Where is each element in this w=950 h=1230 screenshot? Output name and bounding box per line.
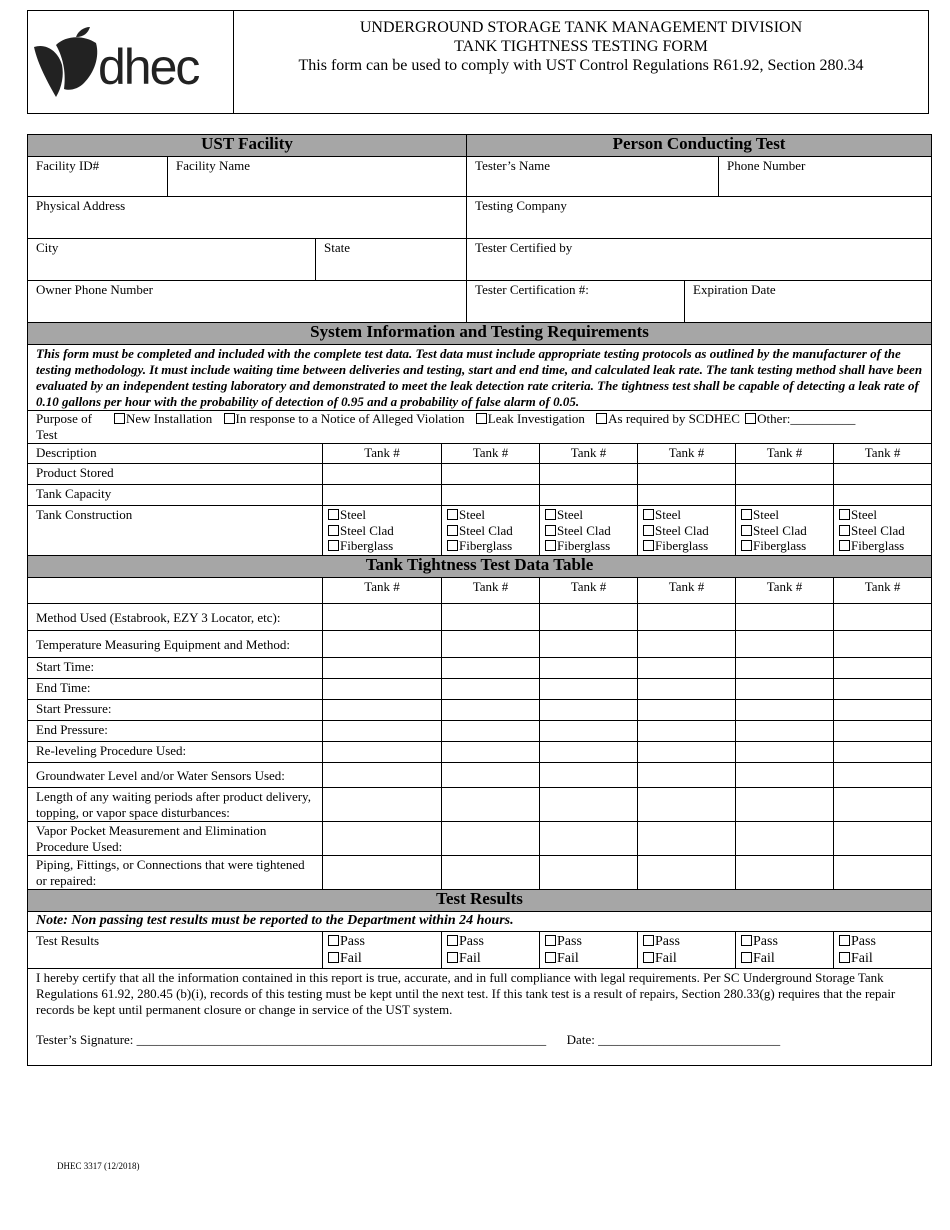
- data-cell[interactable]: [323, 742, 442, 763]
- data-cell[interactable]: [540, 822, 638, 856]
- data-table-blank-header: [28, 578, 323, 604]
- owner-phone-field[interactable]: Owner Phone Number: [28, 281, 467, 323]
- fail-checkbox[interactable]: Fail: [328, 950, 433, 967]
- checkbox-icon: [741, 952, 752, 963]
- steel-checkbox[interactable]: Steel: [545, 507, 629, 523]
- checkbox-icon: [643, 952, 654, 963]
- tank-construction-label: Tank Construction: [28, 506, 323, 556]
- pass-fail-cell: [638, 932, 736, 969]
- table-row: [28, 658, 932, 679]
- steel-checkbox[interactable]: Steel: [741, 507, 825, 523]
- fail-checkbox[interactable]: Fail: [839, 950, 923, 967]
- title-line-3: This form can be used to comply with UST Control Regulations R61.92, Section 280.34: [298, 57, 864, 74]
- table-row: [28, 788, 932, 822]
- checkbox-icon: [545, 540, 556, 551]
- table-row: [28, 604, 932, 631]
- pass-fail-cell: [540, 932, 638, 969]
- product-stored-cell[interactable]: [638, 464, 736, 485]
- dhec-leaf-icon: [32, 25, 102, 100]
- checkbox-icon: [839, 525, 850, 536]
- product-stored-label: Product Stored: [28, 464, 323, 485]
- checkbox-icon: [447, 935, 458, 946]
- pass-checkbox[interactable]: Pass: [839, 933, 923, 950]
- tank-capacity-cell[interactable]: [540, 485, 638, 506]
- data-cell[interactable]: [540, 679, 638, 700]
- data-cell[interactable]: [736, 631, 834, 658]
- date-field[interactable]: Date: ____________________________: [566, 1032, 781, 1047]
- checkbox-icon: [328, 952, 339, 963]
- data-cell[interactable]: [442, 856, 540, 890]
- pass-checkbox[interactable]: Pass: [545, 933, 629, 950]
- data-cell[interactable]: [540, 700, 638, 721]
- data-cell[interactable]: [736, 763, 834, 788]
- non-passing-note: Note: Non passing test results must be reported to the Department within 24 hours.: [28, 912, 932, 932]
- data-cell[interactable]: [834, 788, 932, 822]
- checkbox-icon: [643, 525, 654, 536]
- city-field[interactable]: City: [28, 239, 316, 281]
- data-cell[interactable]: [736, 742, 834, 763]
- checkbox-icon: [328, 540, 339, 551]
- checkbox-icon: [447, 952, 458, 963]
- product-stored-cell[interactable]: [323, 464, 442, 485]
- waiting-periods-label: Length of any waiting periods after product delivery, topping, or vapor space disturbances:: [28, 788, 323, 822]
- fail-checkbox[interactable]: Fail: [741, 950, 825, 967]
- steel-checkbox[interactable]: Steel: [643, 507, 727, 523]
- pass-checkbox[interactable]: Pass: [447, 933, 531, 950]
- data-cell[interactable]: [323, 631, 442, 658]
- checkbox-icon: [545, 525, 556, 536]
- fail-checkbox[interactable]: Fail: [643, 950, 727, 967]
- tank-construction-cell: [834, 506, 932, 556]
- steel-checkbox[interactable]: Steel: [328, 507, 433, 523]
- signature-line: [36, 1032, 923, 1048]
- data-cell[interactable]: [834, 721, 932, 742]
- data-cell[interactable]: [834, 822, 932, 856]
- table-row: [28, 856, 932, 890]
- steel-clad-checkbox[interactable]: Steel Clad: [328, 523, 433, 539]
- pass-checkbox[interactable]: Pass: [643, 933, 727, 950]
- temperature-equipment-label: Temperature Measuring Equipment and Method:: [28, 631, 323, 658]
- checkbox-icon: [328, 935, 339, 946]
- tank-capacity-cell[interactable]: [442, 485, 540, 506]
- tank-number-header: Tank #: [442, 578, 540, 604]
- form-id-footer: DHEC 3317 (12/2018): [57, 1161, 140, 1171]
- person-conducting-test-heading: Person Conducting Test: [467, 135, 932, 157]
- checkbox-icon: [447, 509, 458, 520]
- data-cell[interactable]: [540, 788, 638, 822]
- fiberglass-checkbox[interactable]: Fiberglass: [328, 538, 433, 554]
- tank-capacity-cell[interactable]: [638, 485, 736, 506]
- data-cell[interactable]: [736, 721, 834, 742]
- tank-capacity-cell[interactable]: [323, 485, 442, 506]
- data-cell[interactable]: [834, 679, 932, 700]
- checkbox-icon: [596, 413, 607, 424]
- data-cell[interactable]: [834, 742, 932, 763]
- data-cell[interactable]: [638, 742, 736, 763]
- phone-number-field[interactable]: Phone Number: [719, 157, 932, 197]
- title-line-1: UNDERGROUND STORAGE TANK MANAGEMENT DIVISION: [359, 19, 803, 36]
- checkbox-icon: [476, 413, 487, 424]
- data-cell[interactable]: [540, 658, 638, 679]
- system-info-heading: System Information and Testing Requirements: [28, 323, 932, 345]
- new-installation-checkbox[interactable]: New Installation: [114, 411, 212, 426]
- notice-of-violation-checkbox[interactable]: In response to a Notice of Alleged Violation: [224, 411, 465, 426]
- state-field[interactable]: State: [316, 239, 467, 281]
- table-row: [28, 679, 932, 700]
- pass-fail-cell: [323, 932, 442, 969]
- vapor-pocket-label: Vapor Pocket Measurement and Elimination Procedure Used:: [28, 822, 323, 856]
- data-cell[interactable]: [442, 822, 540, 856]
- data-cell[interactable]: [540, 721, 638, 742]
- checkbox-icon: [741, 509, 752, 520]
- data-cell[interactable]: [323, 700, 442, 721]
- tank-construction-cell: [323, 506, 442, 556]
- table-row: [28, 721, 932, 742]
- data-cell[interactable]: [834, 631, 932, 658]
- fail-checkbox[interactable]: Fail: [447, 950, 531, 967]
- tank-number-header: Tank #: [638, 578, 736, 604]
- checkbox-icon: [447, 540, 458, 551]
- tank-construction-cell: [442, 506, 540, 556]
- tank-construction-cell: [736, 506, 834, 556]
- tank-number-header: Tank #: [736, 444, 834, 464]
- checkbox-icon: [545, 935, 556, 946]
- pass-checkbox[interactable]: Pass: [741, 933, 825, 950]
- data-cell[interactable]: [442, 604, 540, 631]
- checkbox-icon: [741, 935, 752, 946]
- tank-construction-cell: [638, 506, 736, 556]
- releveling-procedure-label: Re-leveling Procedure Used:: [28, 742, 323, 763]
- tester-signature-field[interactable]: Tester’s Signature: _______________________________________________________________: [36, 1032, 547, 1047]
- checkbox-icon: [839, 509, 850, 520]
- data-cell[interactable]: [540, 763, 638, 788]
- data-cell[interactable]: [638, 856, 736, 890]
- tank-number-header: Tank #: [442, 444, 540, 464]
- checkbox-icon: [741, 525, 752, 536]
- purpose-of-test-label: Purpose of Test: [36, 411, 92, 442]
- data-cell[interactable]: [323, 679, 442, 700]
- data-cell[interactable]: [323, 658, 442, 679]
- tank-number-header: Tank #: [540, 578, 638, 604]
- data-cell[interactable]: [442, 763, 540, 788]
- data-table-heading: Tank Tightness Test Data Table: [28, 556, 932, 578]
- data-cell[interactable]: [638, 822, 736, 856]
- tank-capacity-cell[interactable]: [834, 485, 932, 506]
- data-cell[interactable]: [323, 856, 442, 890]
- data-cell[interactable]: [638, 721, 736, 742]
- tank-number-header: Tank #: [736, 578, 834, 604]
- data-cell[interactable]: [442, 700, 540, 721]
- pass-fail-cell: [834, 932, 932, 969]
- facility-id-field[interactable]: Facility ID#: [28, 157, 168, 197]
- pass-checkbox[interactable]: Pass: [328, 933, 433, 950]
- table-row: [28, 822, 932, 856]
- data-cell[interactable]: [638, 631, 736, 658]
- steel-checkbox[interactable]: Steel: [839, 507, 923, 523]
- description-label: Description: [28, 444, 323, 464]
- data-cell[interactable]: [736, 788, 834, 822]
- purpose-of-test-row: [28, 411, 932, 444]
- checkbox-icon: [643, 935, 654, 946]
- tank-number-header: Tank #: [323, 578, 442, 604]
- pass-fail-cell: [442, 932, 540, 969]
- data-cell[interactable]: [834, 700, 932, 721]
- data-cell[interactable]: [638, 658, 736, 679]
- certification-text: I hereby certify that all the information contained in this report is true, accurate, and in full compliance with legal requirements. Per SC Underground Storage Tank Regulations 61.92, 280.45 (b)(i), records of this testing must be kept until the next test. If this tank test is a result of repairs, Section 280.33(g) requires that the repair records be kept until permanent closure or change in service of the UST system.: [36, 970, 896, 1017]
- checkbox-icon: [741, 540, 752, 551]
- fiberglass-checkbox[interactable]: Fiberglass: [741, 538, 825, 554]
- expiration-date-field[interactable]: Expiration Date: [685, 281, 932, 323]
- table-row: [28, 700, 932, 721]
- data-cell[interactable]: [638, 604, 736, 631]
- start-time-label: Start Time:: [28, 658, 323, 679]
- data-cell[interactable]: [442, 658, 540, 679]
- data-cell[interactable]: [834, 856, 932, 890]
- end-pressure-label: End Pressure:: [28, 721, 323, 742]
- checkbox-icon: [643, 540, 654, 551]
- data-cell[interactable]: [638, 788, 736, 822]
- checkbox-icon: [328, 509, 339, 520]
- fiberglass-checkbox[interactable]: Fiberglass: [545, 538, 629, 554]
- checkbox-icon: [839, 540, 850, 551]
- dhec-logo: [28, 11, 234, 113]
- tank-capacity-label: Tank Capacity: [28, 485, 323, 506]
- facility-tester-table: [27, 134, 932, 323]
- required-by-scdhec-checkbox[interactable]: As required by SCDHEC: [596, 411, 740, 426]
- data-cell[interactable]: [442, 742, 540, 763]
- checkbox-icon: [839, 952, 850, 963]
- data-cell[interactable]: [736, 700, 834, 721]
- steel-clad-checkbox[interactable]: Steel Clad: [447, 523, 531, 539]
- checkbox-icon: [114, 413, 125, 424]
- data-cell[interactable]: [540, 742, 638, 763]
- data-cell[interactable]: [323, 763, 442, 788]
- data-cell[interactable]: [638, 679, 736, 700]
- data-cell[interactable]: [736, 658, 834, 679]
- data-cell[interactable]: [540, 604, 638, 631]
- fiberglass-checkbox[interactable]: Fiberglass: [447, 538, 531, 554]
- data-cell[interactable]: [736, 679, 834, 700]
- data-cell[interactable]: [540, 856, 638, 890]
- testing-requirements-text: This form must be completed and included with the complete test data. Test data must include appropriate testing protocols as outlined by the manufacturer of the testing methodology. It must include waiting time between deliveries and testing, start and end time, and calculated leak rate. The tank testing method shall have been evaluated by an independent testing laboratory and demonstrated to meet the leak detection rate criteria. The tightness test shall be capable of detecting a leak rate of 0.10 gallons per hour with the probability of detection of 0.95 and a probability of false alarm of 0.05.: [28, 345, 932, 411]
- checkbox-icon: [745, 413, 756, 424]
- facility-name-field[interactable]: Facility Name: [168, 157, 467, 197]
- fiberglass-checkbox[interactable]: Fiberglass: [839, 538, 923, 554]
- tank-construction-cell: [540, 506, 638, 556]
- dhec-logo-text: dhec: [98, 39, 199, 95]
- steel-checkbox[interactable]: Steel: [447, 507, 531, 523]
- testing-company-field[interactable]: Testing Company: [467, 197, 932, 239]
- form-header: [27, 10, 929, 114]
- data-cell[interactable]: [736, 856, 834, 890]
- certification-block: [28, 969, 932, 1066]
- tester-certification-number-field[interactable]: Tester Certification #:: [467, 281, 685, 323]
- checkbox-icon: [545, 952, 556, 963]
- product-stored-cell[interactable]: [442, 464, 540, 485]
- checkbox-icon: [545, 509, 556, 520]
- fiberglass-checkbox[interactable]: Fiberglass: [643, 538, 727, 554]
- table-row: [28, 742, 932, 763]
- product-stored-cell[interactable]: [834, 464, 932, 485]
- groundwater-level-label: Groundwater Level and/or Water Sensors Used:: [28, 763, 323, 788]
- end-time-label: End Time:: [28, 679, 323, 700]
- form-title: [234, 11, 928, 113]
- data-cell[interactable]: [323, 788, 442, 822]
- title-line-2: TANK TIGHTNESS TESTING FORM: [454, 38, 708, 55]
- product-stored-cell[interactable]: [540, 464, 638, 485]
- tank-number-header: Tank #: [323, 444, 442, 464]
- table-row: [28, 631, 932, 658]
- tank-capacity-cell[interactable]: [736, 485, 834, 506]
- data-cell[interactable]: [323, 604, 442, 631]
- physical-address-field[interactable]: Physical Address: [28, 197, 467, 239]
- product-stored-cell[interactable]: [736, 464, 834, 485]
- data-cell[interactable]: [834, 604, 932, 631]
- other-purpose-checkbox[interactable]: Other:__________: [745, 411, 855, 426]
- piping-fittings-label: Piping, Fittings, or Connections that were tightened or repaired:: [28, 856, 323, 890]
- leak-investigation-checkbox[interactable]: Leak Investigation: [476, 411, 585, 426]
- test-results-heading: Test Results: [28, 890, 932, 912]
- table-row: [28, 763, 932, 788]
- data-cell[interactable]: [834, 763, 932, 788]
- test-results-label: Test Results: [28, 932, 323, 969]
- steel-clad-checkbox[interactable]: Steel Clad: [643, 523, 727, 539]
- system-information-table: [27, 322, 932, 1066]
- data-cell[interactable]: [540, 631, 638, 658]
- steel-clad-checkbox[interactable]: Steel Clad: [839, 523, 923, 539]
- data-cell[interactable]: [834, 658, 932, 679]
- tester-certified-by-field[interactable]: Tester Certified by: [467, 239, 932, 281]
- tank-number-header: Tank #: [834, 444, 932, 464]
- data-cell[interactable]: [323, 721, 442, 742]
- method-used-label: Method Used (Estabrook, EZY 3 Locator, etc):: [28, 604, 323, 631]
- tester-name-field[interactable]: Tester’s Name: [467, 157, 719, 197]
- checkbox-icon: [447, 525, 458, 536]
- data-cell[interactable]: [736, 604, 834, 631]
- data-cell[interactable]: [638, 700, 736, 721]
- tank-number-header: Tank #: [834, 578, 932, 604]
- data-cell[interactable]: [442, 631, 540, 658]
- data-cell[interactable]: [442, 721, 540, 742]
- ust-facility-heading: UST Facility: [28, 135, 467, 157]
- data-cell[interactable]: [736, 822, 834, 856]
- checkbox-icon: [643, 509, 654, 520]
- data-cell[interactable]: [638, 763, 736, 788]
- tank-number-header: Tank #: [638, 444, 736, 464]
- checkbox-icon: [224, 413, 235, 424]
- fail-checkbox[interactable]: Fail: [545, 950, 629, 967]
- steel-clad-checkbox[interactable]: Steel Clad: [545, 523, 629, 539]
- data-cell[interactable]: [442, 788, 540, 822]
- data-cell[interactable]: [442, 679, 540, 700]
- pass-fail-cell: [736, 932, 834, 969]
- tank-number-header: Tank #: [540, 444, 638, 464]
- checkbox-icon: [839, 935, 850, 946]
- steel-clad-checkbox[interactable]: Steel Clad: [741, 523, 825, 539]
- checkbox-icon: [328, 525, 339, 536]
- start-pressure-label: Start Pressure:: [28, 700, 323, 721]
- data-cell[interactable]: [323, 822, 442, 856]
